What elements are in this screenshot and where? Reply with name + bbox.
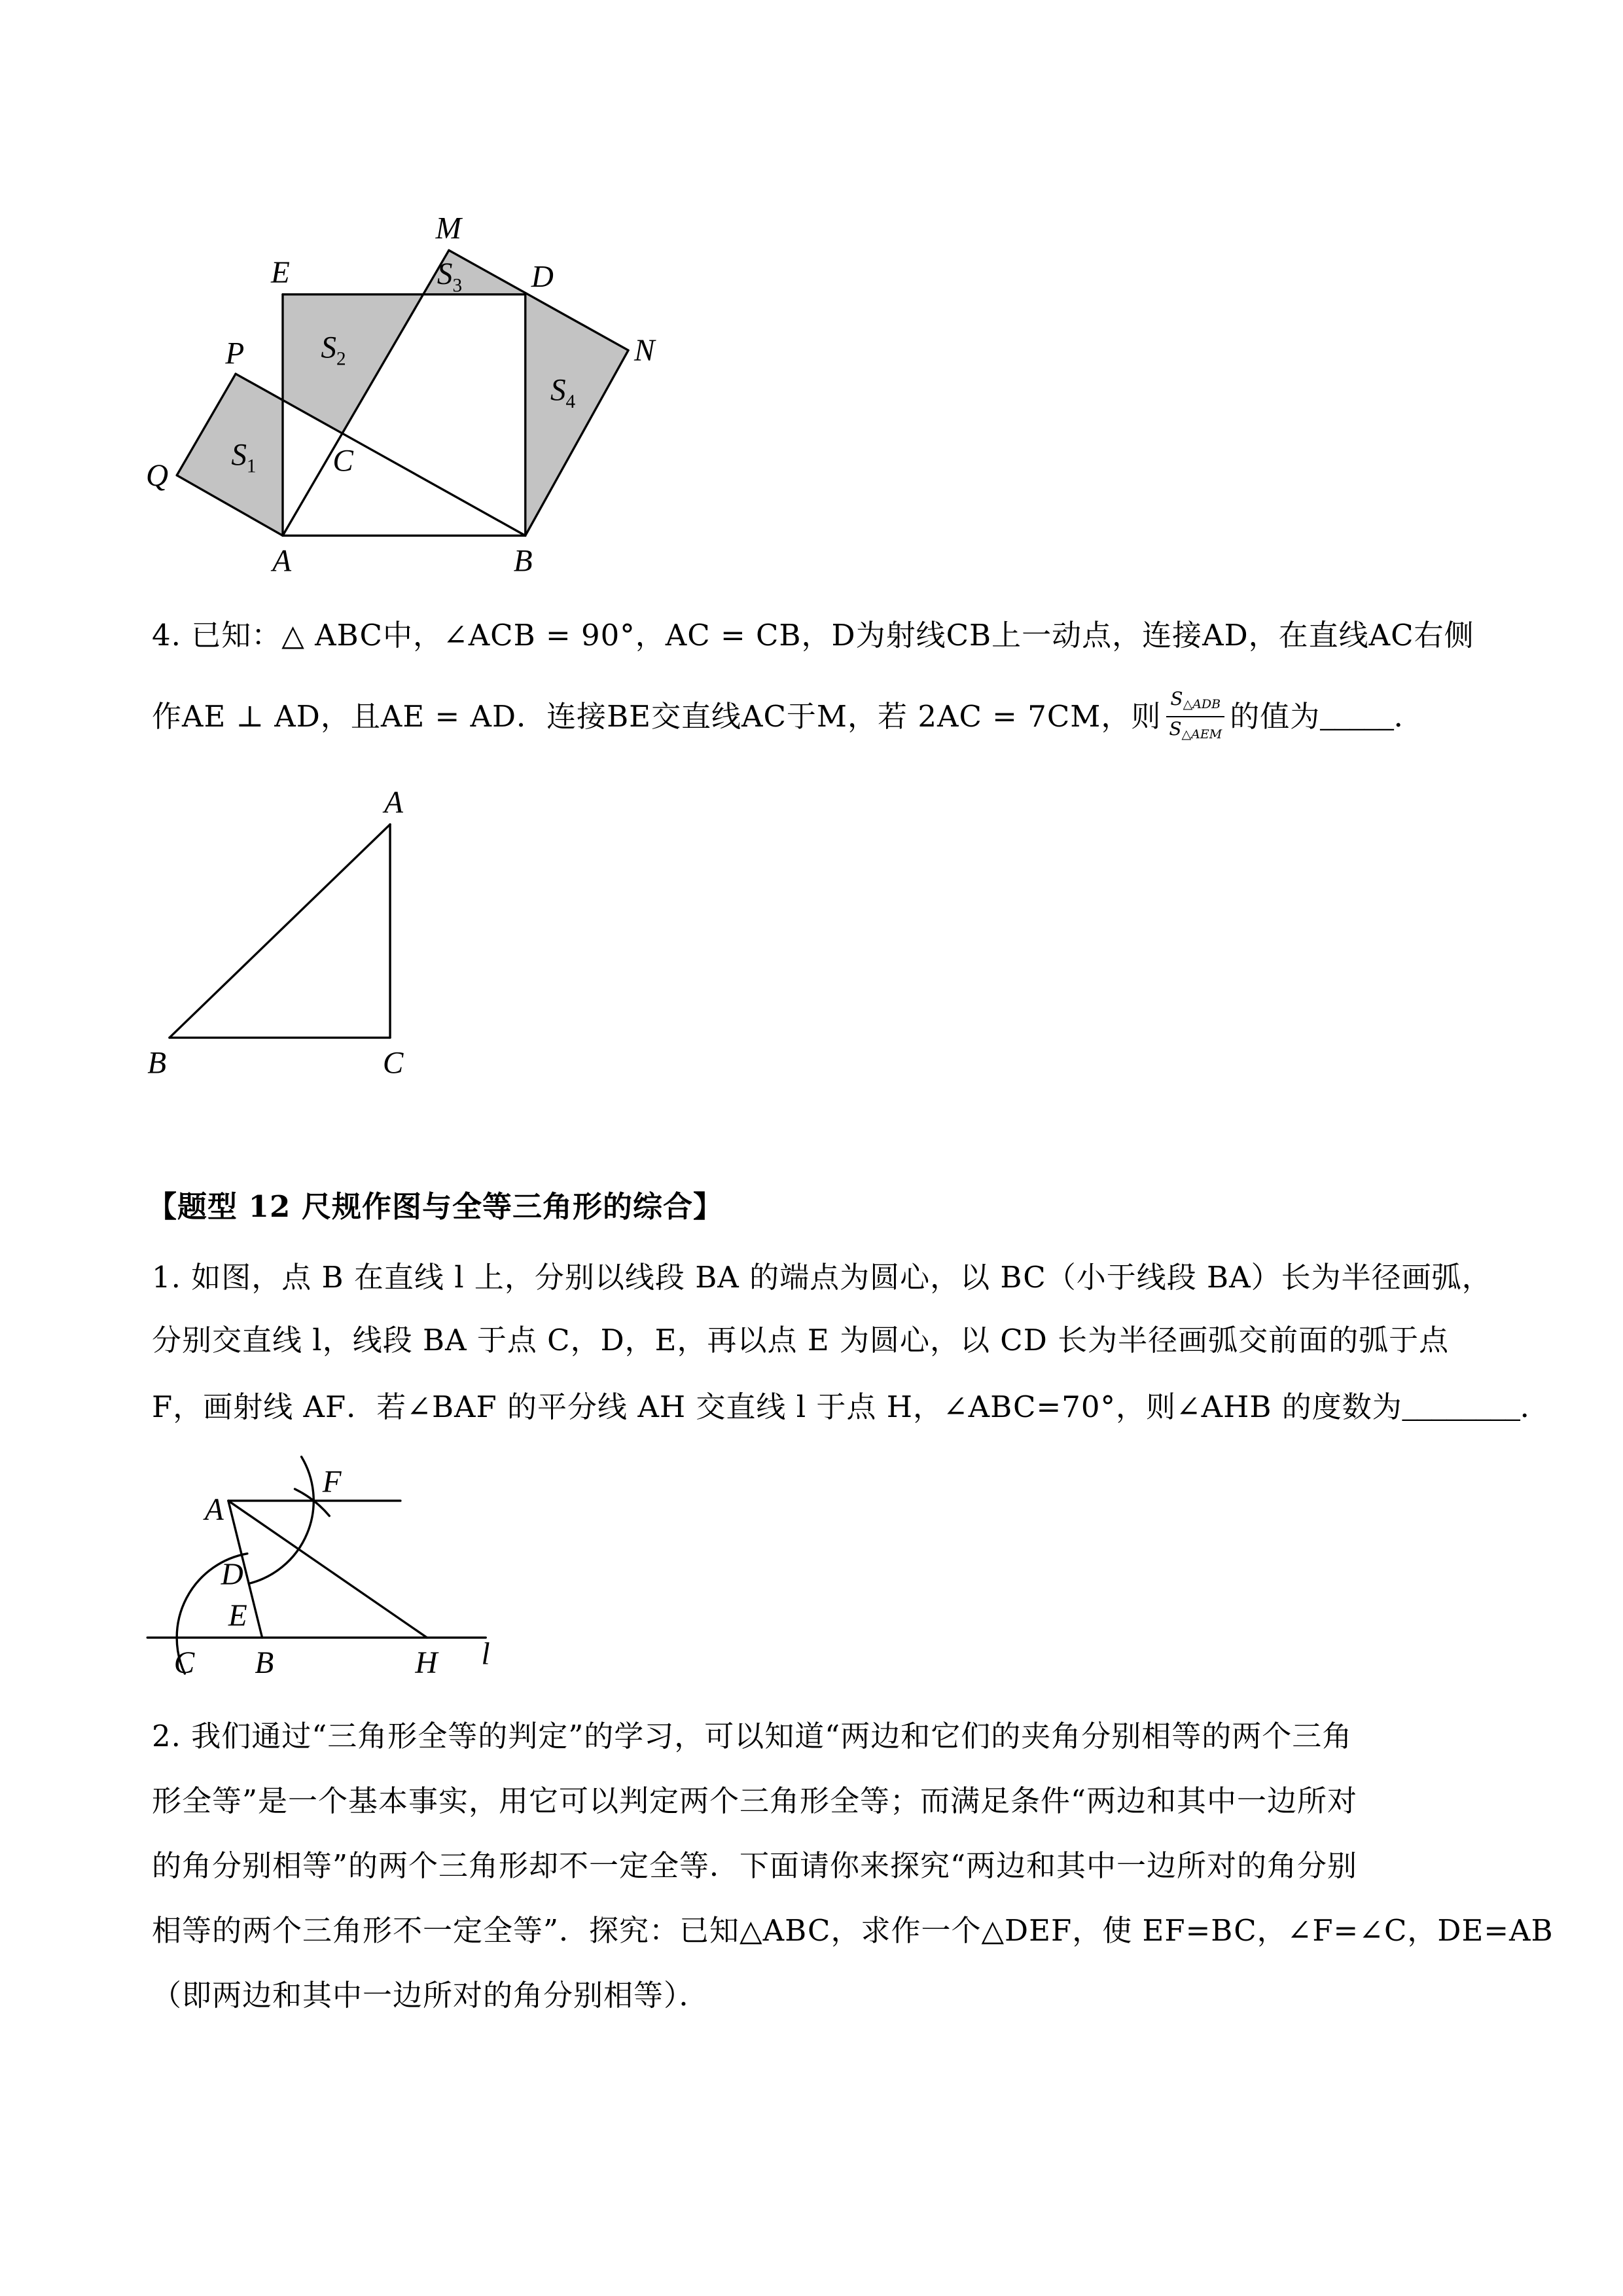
label-D: D [221,1558,243,1592]
fraction-denominator [1165,717,1226,745]
denominator-subscript: △AEM [1181,727,1222,742]
label-Q: Q [146,458,169,493]
label-M: M [435,211,461,246]
numerator-subscript: △ADB [1183,697,1221,711]
problem-2-line-5: （即两边和其中一边所对的角分别相等）． [152,1978,709,2013]
problem-2-line-2: 形全等”是一个基本事实，用它可以判定两个三角形全等；而满足条件“两边和其中一边所对 [152,1784,1358,1818]
label-S1-main: S [231,438,247,473]
problem-2-line-4: 相等的两个三角形不一定全等”．探究：已知△ABC，求作一个△DEF，使 EF=BC，∠F=∠C，DE=AB [152,1913,1554,1948]
problem-4-line-2-text: 作AE ⊥ AD，且AE = AD．连接BE交直线AC于M，若 2AC = 7CM，则 [152,699,1162,734]
label-S2-main: S [321,331,337,365]
problem-2-line-3: 的角分别相等”的两个三角形却不一定全等．下面请你来探究“两边和其中一边所对的角分别 [152,1848,1358,1883]
label-E: E [271,255,290,290]
label-S4-sub: 4 [565,391,576,412]
answer-blank: ________ [1402,1391,1520,1424]
answer-blank: _____ [1320,700,1394,733]
problem-1-end-mark: ． [1520,1390,1550,1424]
arc-centered-A [249,1457,313,1584]
label-B: B [255,1645,274,1680]
label-B: B [513,544,533,579]
region-S1 [177,374,283,535]
label-S3-main: S [437,257,453,292]
region-S4 [526,295,628,536]
problem-1-line-1: 1. 如图，点 B 在直线 l 上，分别以线段 BA 的端点为圆心，以 BC（小于线段 BA）长为半径画弧， [152,1260,1492,1295]
label-S2-sub: 2 [336,348,346,370]
problem-4-line-1: 4. 已知：△ ABC中，∠ACB = 90°，AC = CB，D为射线CB上一动点，连接AD，在直线AC右侧 [152,618,1474,653]
fraction-numerator [1166,689,1224,717]
label-F: F [322,1465,342,1499]
label-l: l [481,1637,490,1672]
label-B: B [147,1046,167,1081]
figure-right-triangle [140,780,419,1082]
label-E: E [228,1599,247,1634]
label-A: A [204,1493,224,1528]
label-P: P [225,336,245,371]
figure-squares-shaded-regions [140,206,669,581]
label-D: D [531,260,554,295]
label-S3-sub: 3 [452,275,463,296]
problem-2-line-1: 2. 我们通过“三角形全等的判定”的学习，可以知道“两边和它们的夹角分别相等的两个三角 [152,1719,1353,1753]
label-H: H [415,1645,438,1680]
label-S1-sub: 1 [246,456,257,477]
area-ratio-fraction [1165,689,1226,745]
label-C: C [332,444,353,478]
label-C: C [382,1046,404,1081]
label-A: A [384,785,403,820]
denominator-symbol: S [1169,718,1182,740]
problem-4-line-2-tail: 的值为 [1230,699,1321,734]
label-A: A [272,544,292,579]
label-N: N [634,333,655,368]
figure-construction [140,1442,508,1685]
label-S4-main: S [550,373,566,408]
problem-4-end-mark: ． [1393,699,1424,734]
segment-AB [169,825,390,1038]
label-C: C [173,1645,195,1680]
problem-1-line-3-text: F，画射线 AF．若∠BAF 的平分线 AH 交直线 l 于点 H，∠ABC=70°，则∠AHB 的度数为 [152,1390,1402,1424]
numerator-symbol: S [1170,688,1183,709]
problem-1-line-3 [152,1389,1550,1426]
problem-4-line-2 [152,674,1424,759]
section-header: 【题型 12 尺规作图与全等三角形的综合】 [147,1189,723,1224]
problem-1-line-2: 分别交直线 l，线段 BA 于点 C，D，E，再以点 E 为圆心，以 CD 长为半径画弧交前面的弧于点 [152,1323,1450,1357]
